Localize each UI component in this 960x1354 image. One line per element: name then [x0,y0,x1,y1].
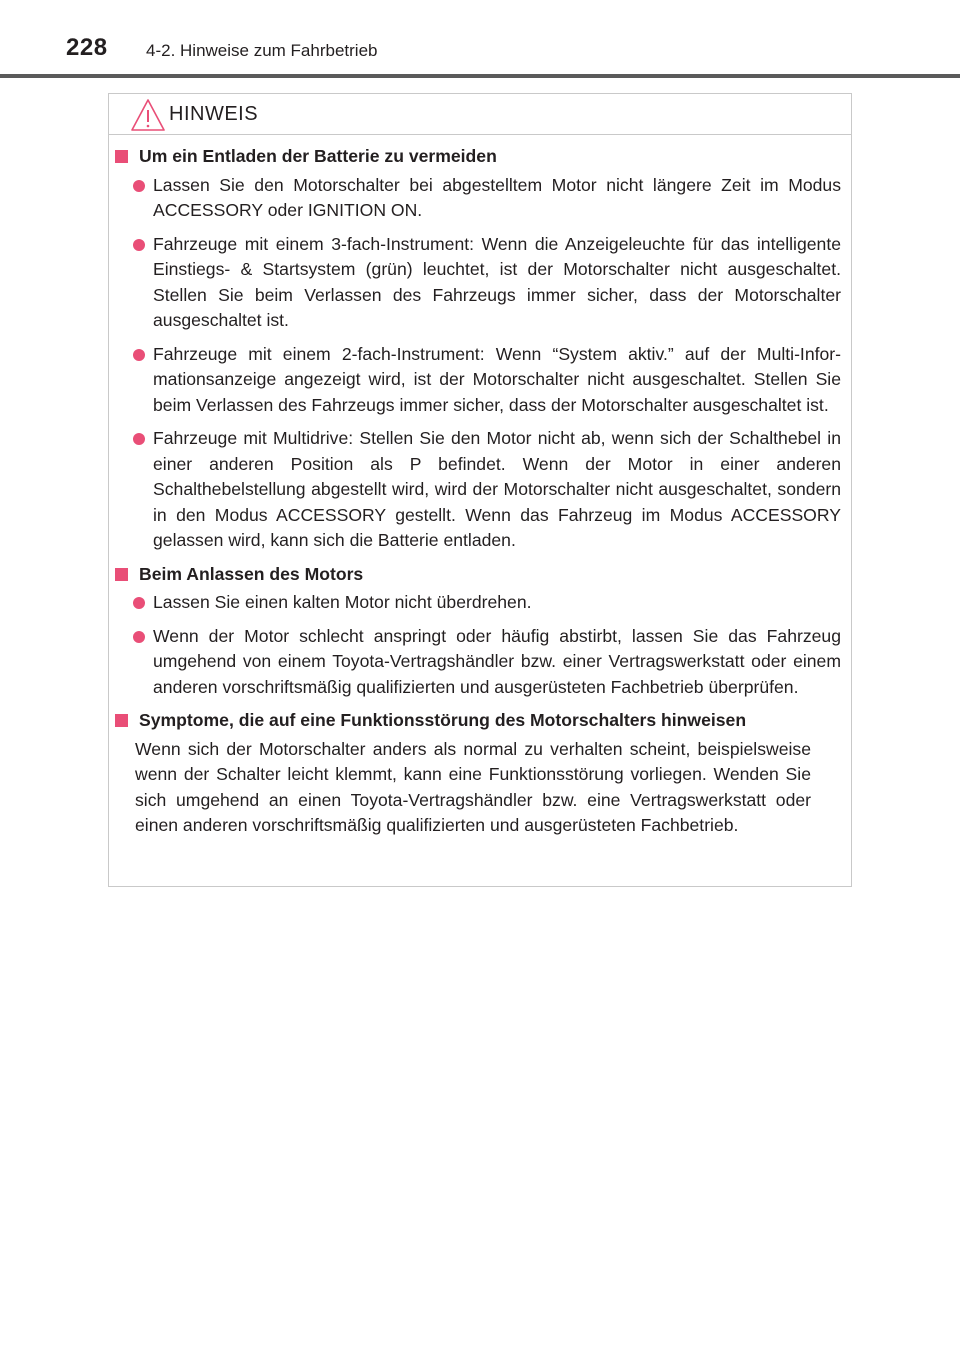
list-item: Fahrzeuge mit einem 3-fach-Instrument: Wenn die Anzeigeleuchte für das intelligente Einstiegs- & Startsystem (grün) leuchtet, ist der Motorschalter nicht ausgeschaltet. Stellen Sie beim Verlassen des Fahrzeugs immer sicher, dass der Motorschalter ausgeschaltet ist. [109,232,851,334]
list-item: Lassen Sie den Motorschalter bei abgestelltem Motor nicht längere Zeit im Modus ACCESSORY oder IGNITION ON. [109,173,851,224]
notice-header [109,94,851,135]
circle-bullet-icon [133,433,145,445]
warning-triangle-icon [129,97,167,133]
circle-bullet-icon [133,597,145,609]
page-number: 228 [66,34,108,61]
section-heading: Um ein Entladen der Batterie zu vermeiden [113,144,851,170]
square-bullet-icon [115,568,128,581]
notice-box [108,93,852,887]
page-header [0,0,960,80]
circle-bullet-icon [133,349,145,361]
square-bullet-icon [115,714,128,727]
circle-bullet-icon [133,239,145,251]
section-heading: Beim Anlassen des Motors [113,562,851,588]
notice-title: HINWEIS [169,103,259,125]
notice-body [109,144,851,839]
list-item: Fahrzeuge mit Multidrive: Stellen Sie den Motor nicht ab, wenn sich der Schalthebel in einer anderen Position als P befindet. Wenn der Motor in einer anderen Schalthebelstellung abgestellt wird, wird der Motorschalter nicht ausgeschaltet, sondern in den Modus ACCESSORY gestellt. Wenn das Fahrzeug im Modus ACCESSORY gelassen wird, kann sich die Batterie entladen. [109,426,851,554]
section-paragraph: Wenn sich der Motorschalter anders als normal zu verhalten scheint, beispielsweise wenn der Schalter leicht klemmt, kann eine Funktionsstörung vorliegen. Wenden Sie sich umgehend an einen Toyota-Vertragshändler bzw. eine Vertragswerkstatt oder einen anderen vorschriftsmäßig qualifizierten und ausgerüsteten Fachbetrieb. [135,738,811,835]
circle-bullet-icon [133,631,145,643]
list-item: Fahrzeuge mit einem 2-fach-Instrument: Wenn “System aktiv.” auf der Multi-Informationsanzeige angezeigt wird, ist der Motorschalter nicht ausgeschaltet. Stellen Sie beim Verlassen des Fahrzeugs immer sicher, dass der Motorschalter ausgeschaltet ist. [109,342,851,419]
header-divider [0,74,960,78]
list-item: Lassen Sie einen kalten Motor nicht überdrehen. [109,590,851,616]
circle-bullet-icon [133,180,145,192]
section-title: 4-2. Hinweise zum Fahrbetrieb [146,41,378,60]
section-heading: Symptome, die auf eine Funktionsstörung des Motorschalters hinweisen [113,708,851,734]
list-item: Wenn der Motor schlecht anspringt oder häufig abstirbt, lassen Sie das Fahrzeug umgehend von einem Toyota-Vertragshändler bzw. einer Vertragswerkstatt oder einem anderen vorschriftsmäßig qualifizierten und ausgerüsteten Fachbetrieb überprüfen. [109,624,851,701]
square-bullet-icon [115,150,128,163]
